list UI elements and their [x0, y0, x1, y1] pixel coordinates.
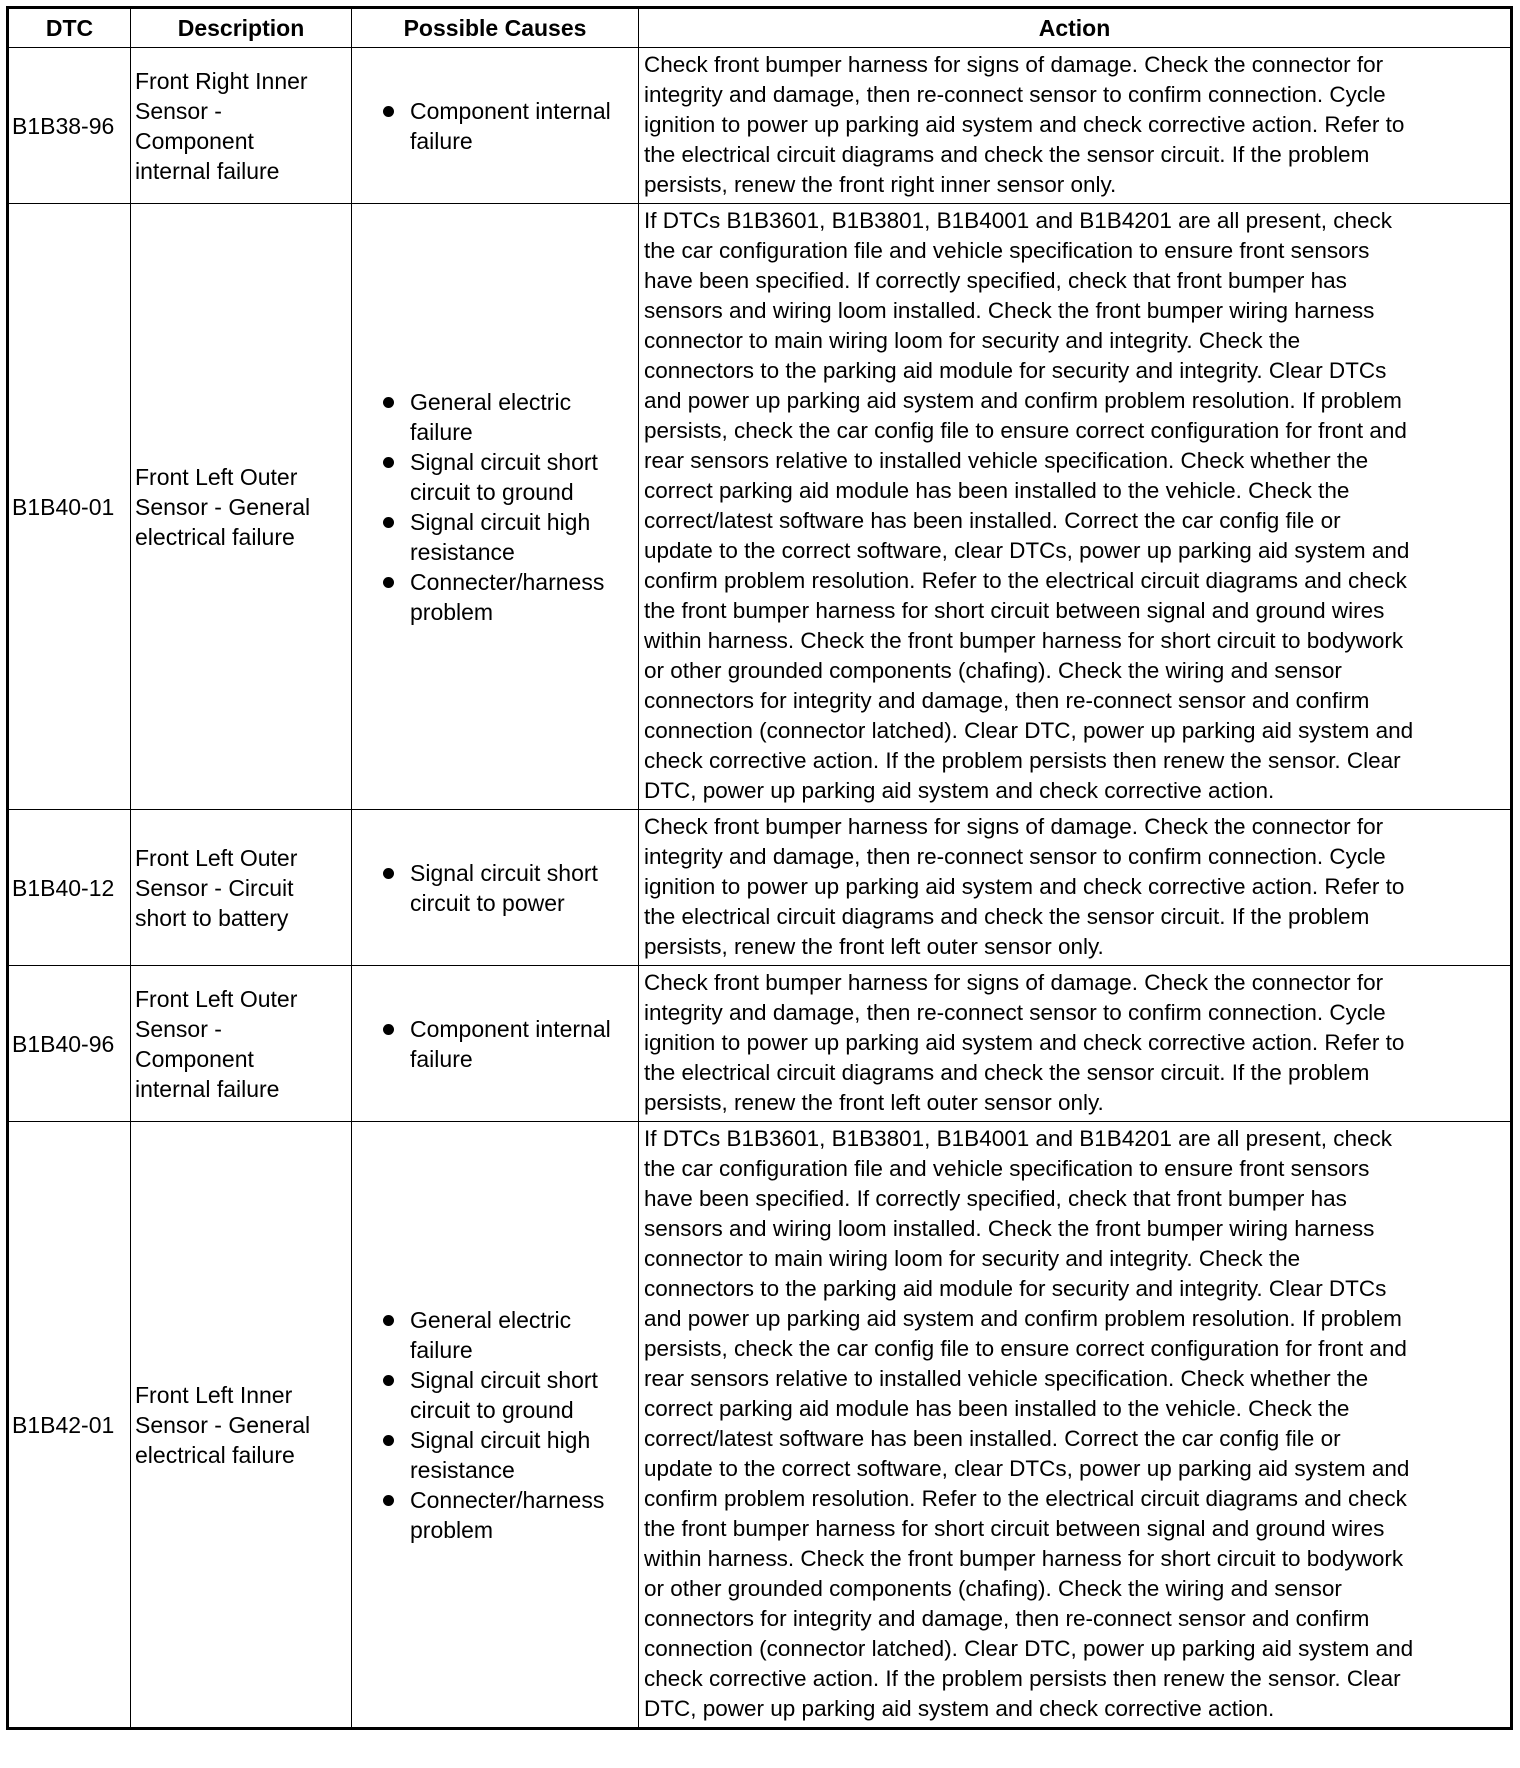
dtc-description [131, 1122, 352, 1729]
cause-item [357, 1365, 633, 1425]
action-line: connector to main wiring loom for security and integrity. Check the [644, 328, 1301, 353]
cause-line: General electric [410, 388, 572, 415]
action-line: DTC, power up parking aid system and check corrective action. [644, 778, 1275, 803]
cause-item [357, 96, 633, 156]
table-header-row [8, 8, 1512, 48]
cause-line: problem [410, 598, 494, 625]
dtc-code: B1B40-12 [8, 810, 131, 966]
cause-item [357, 1014, 633, 1074]
action-line: correct parking aid module has been installed to the vehicle. Check the [644, 478, 1350, 503]
dtc-code: B1B40-01 [8, 204, 131, 810]
action-line: connector to main wiring loom for security and integrity. Check the [644, 1246, 1301, 1271]
causes-list [357, 96, 633, 156]
cause-item [357, 858, 633, 918]
action-line: connection (connector latched). Clear DTC, power up parking aid system and [644, 1636, 1414, 1661]
description-line: Front Left Outer [135, 844, 298, 871]
cause-line: circuit to power [410, 889, 565, 916]
cause-line: resistance [410, 1456, 515, 1483]
description-line: Front Left Outer [135, 463, 298, 490]
dtc-code: B1B40-96 [8, 966, 131, 1122]
cause-line: Connecter/harness [410, 568, 605, 595]
action-line: persists, renew the front left outer sensor only. [644, 1090, 1104, 1115]
header-action: Action [639, 8, 1512, 48]
cause-line: circuit to ground [410, 478, 574, 505]
cause-line: General electric [410, 1306, 572, 1333]
description-line: internal failure [135, 1075, 280, 1102]
description-line: Component [135, 127, 254, 154]
cause-line: Signal circuit short [410, 859, 598, 886]
description-line: short to battery [135, 904, 289, 931]
dtc-document [6, 6, 1514, 1730]
action-line: confirm problem resolution. Refer to the electrical circuit diagrams and check [644, 568, 1407, 593]
action-line: correct/latest software has been installed. Correct the car config file or [644, 508, 1341, 533]
bullet-icon [383, 1435, 394, 1446]
action-line: the front bumper harness for short circuit between signal and ground wires [644, 598, 1385, 623]
action-line: sensors and wiring loom installed. Check the front bumper wiring harness [644, 1216, 1375, 1241]
cause-line: Component internal [410, 97, 611, 124]
cause-line: Component internal [410, 1015, 611, 1042]
cause-line: Signal circuit high [410, 508, 591, 535]
bullet-icon [383, 1315, 394, 1326]
table-row [8, 204, 1512, 810]
action-line: connection (connector latched). Clear DTC, power up parking aid system and [644, 718, 1414, 743]
action-line: confirm problem resolution. Refer to the electrical circuit diagrams and check [644, 1486, 1407, 1511]
cause-item [357, 567, 633, 627]
action-line: the electrical circuit diagrams and check the sensor circuit. If the problem [644, 142, 1370, 167]
action-line: or other grounded components (chafing). Check the wiring and sensor [644, 658, 1342, 683]
bullet-icon [383, 106, 394, 117]
description-line: Front Left Outer [135, 985, 298, 1012]
action-line: ignition to power up parking aid system and check corrective action. Refer to [644, 112, 1405, 137]
action-line: integrity and damage, then re-connect sensor to confirm connection. Cycle [644, 1000, 1386, 1025]
action-line: the electrical circuit diagrams and check the sensor circuit. If the problem [644, 904, 1370, 929]
action-line: integrity and damage, then re-connect sensor to confirm connection. Cycle [644, 82, 1386, 107]
cause-item [357, 507, 633, 567]
action-line: or other grounded components (chafing). Check the wiring and sensor [644, 1576, 1342, 1601]
description-line: electrical failure [135, 1441, 295, 1468]
cause-line: failure [410, 127, 473, 154]
description-line: internal failure [135, 157, 280, 184]
action-line: and power up parking aid system and confirm problem resolution. If problem [644, 1306, 1402, 1331]
dtc-code: B1B42-01 [8, 1122, 131, 1729]
action-line: persists, renew the front right inner sensor only. [644, 172, 1117, 197]
action-line: ignition to power up parking aid system and check corrective action. Refer to [644, 874, 1405, 899]
cause-item [357, 387, 633, 447]
cause-line: failure [410, 1336, 473, 1363]
dtc-description [131, 966, 352, 1122]
description-line: Front Right Inner [135, 67, 308, 94]
header-dtc: DTC [8, 8, 131, 48]
bullet-icon [383, 868, 394, 879]
bullet-icon [383, 517, 394, 528]
cause-line: failure [410, 1045, 473, 1072]
description-line: Front Left Inner [135, 1381, 293, 1408]
action-line: update to the correct software, clear DTCs, power up parking aid system and [644, 538, 1410, 563]
description-line: Component [135, 1045, 254, 1072]
causes-list [357, 1014, 633, 1074]
cause-line: Connecter/harness [410, 1486, 605, 1513]
table-row [8, 810, 1512, 966]
action-text [639, 204, 1512, 810]
action-line: Check front bumper harness for signs of damage. Check the connector for [644, 814, 1384, 839]
cause-line: Signal circuit high [410, 1426, 591, 1453]
action-line: and power up parking aid system and confirm problem resolution. If problem [644, 388, 1402, 413]
bullet-icon [383, 1024, 394, 1035]
cause-line: Signal circuit short [410, 1366, 598, 1393]
cause-item [357, 1485, 633, 1545]
action-line: the car configuration file and vehicle specification to ensure front sensors [644, 238, 1370, 263]
cause-item [357, 1425, 633, 1485]
description-line: Sensor - Circuit [135, 874, 294, 901]
cause-item [357, 447, 633, 507]
table-row [8, 966, 1512, 1122]
cause-item [357, 1305, 633, 1365]
action-line: correct parking aid module has been installed to the vehicle. Check the [644, 1396, 1350, 1421]
cause-line: resistance [410, 538, 515, 565]
action-text [639, 48, 1512, 204]
action-line: update to the correct software, clear DTCs, power up parking aid system and [644, 1456, 1410, 1481]
action-line: within harness. Check the front bumper harness for short circuit to bodywork [644, 1546, 1404, 1571]
action-line: correct/latest software has been installed. Correct the car config file or [644, 1426, 1341, 1451]
action-line: Check front bumper harness for signs of damage. Check the connector for [644, 52, 1384, 77]
possible-causes [352, 1122, 639, 1729]
cause-line: failure [410, 418, 473, 445]
action-line: connectors for integrity and damage, then re-connect sensor and confirm [644, 1606, 1370, 1631]
header-description: Description [131, 8, 352, 48]
dtc-description [131, 48, 352, 204]
description-line: Sensor - [135, 97, 222, 124]
action-line: Check front bumper harness for signs of damage. Check the connector for [644, 970, 1384, 995]
possible-causes [352, 48, 639, 204]
action-text [639, 1122, 1512, 1729]
action-line: ignition to power up parking aid system and check corrective action. Refer to [644, 1030, 1405, 1055]
action-line: rear sensors relative to installed vehicle specification. Check whether the [644, 448, 1369, 473]
action-line: the electrical circuit diagrams and check the sensor circuit. If the problem [644, 1060, 1370, 1085]
description-line: Sensor - [135, 1015, 222, 1042]
cause-line: Signal circuit short [410, 448, 598, 475]
action-line: connectors to the parking aid module for security and integrity. Clear DTCs [644, 358, 1387, 383]
bullet-icon [383, 397, 394, 408]
dtc-code: B1B38-96 [8, 48, 131, 204]
bullet-icon [383, 457, 394, 468]
possible-causes [352, 810, 639, 966]
action-line: connectors for integrity and damage, then re-connect sensor and confirm [644, 688, 1370, 713]
cause-line: circuit to ground [410, 1396, 574, 1423]
header-possible-causes: Possible Causes [352, 8, 639, 48]
causes-list [357, 387, 633, 627]
action-line: persists, renew the front left outer sensor only. [644, 934, 1104, 959]
action-line: DTC, power up parking aid system and check corrective action. [644, 1696, 1275, 1721]
action-line: the car configuration file and vehicle specification to ensure front sensors [644, 1156, 1370, 1181]
action-line: If DTCs B1B3601, B1B3801, B1B4001 and B1B4201 are all present, check [644, 1126, 1392, 1151]
action-line: sensors and wiring loom installed. Check the front bumper wiring harness [644, 298, 1375, 323]
action-line: persists, check the car config file to ensure correct configuration for front and [644, 418, 1407, 443]
action-text [639, 966, 1512, 1122]
action-line: the front bumper harness for short circuit between signal and ground wires [644, 1516, 1385, 1541]
action-line: check corrective action. If the problem persists then renew the sensor. Clear [644, 1666, 1401, 1691]
description-line: Sensor - General [135, 1411, 311, 1438]
table-row [8, 48, 1512, 204]
causes-list [357, 1305, 633, 1545]
description-line: electrical failure [135, 523, 295, 550]
action-line: If DTCs B1B3601, B1B3801, B1B4001 and B1B4201 are all present, check [644, 208, 1392, 233]
dtc-description [131, 204, 352, 810]
bullet-icon [383, 1375, 394, 1386]
dtc-table [6, 6, 1513, 1730]
table-row [8, 1122, 1512, 1729]
possible-causes [352, 966, 639, 1122]
action-line: have been specified. If correctly specified, check that front bumper has [644, 268, 1347, 293]
action-line: persists, check the car config file to ensure correct configuration for front and [644, 1336, 1407, 1361]
dtc-description [131, 810, 352, 966]
action-line: check corrective action. If the problem persists then renew the sensor. Clear [644, 748, 1401, 773]
description-line: Sensor - General [135, 493, 311, 520]
causes-list [357, 858, 633, 918]
action-line: have been specified. If correctly specified, check that front bumper has [644, 1186, 1347, 1211]
action-line: connectors to the parking aid module for security and integrity. Clear DTCs [644, 1276, 1387, 1301]
action-line: within harness. Check the front bumper harness for short circuit to bodywork [644, 628, 1404, 653]
table-body [8, 48, 1512, 1729]
action-line: integrity and damage, then re-connect sensor to confirm connection. Cycle [644, 844, 1386, 869]
possible-causes [352, 204, 639, 810]
cause-line: problem [410, 1516, 494, 1543]
action-text [639, 810, 1512, 966]
action-line: rear sensors relative to installed vehicle specification. Check whether the [644, 1366, 1369, 1391]
bullet-icon [383, 577, 394, 588]
bullet-icon [383, 1495, 394, 1506]
